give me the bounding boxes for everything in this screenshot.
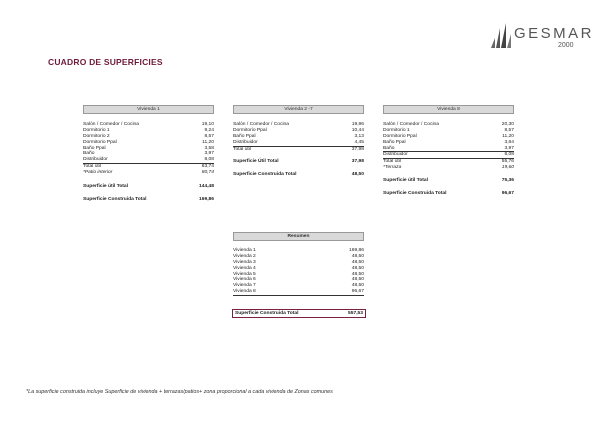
- table-row: Salón / Comedor / Cocina 19,96: [233, 122, 364, 127]
- table-row: Distribuidor 4,45: [233, 139, 364, 145]
- table-row: Dormitorio Ppal 10,44: [233, 127, 364, 133]
- table-vivienda-2-7: [233, 105, 364, 178]
- table-row: Vivienda 3 48,50: [233, 259, 364, 265]
- table-row: Vivienda 6 48,50: [233, 277, 364, 283]
- table-row: Baño 3,97: [383, 145, 514, 151]
- table-row: Dormitorio 1 8,57: [383, 127, 514, 133]
- table-row: Dormitorio Ppal 11,20: [383, 133, 514, 139]
- summary-total-value: 557,53: [348, 311, 363, 316]
- table-row: Vivienda 2 48,50: [233, 253, 364, 259]
- table-row: Salón / Comedor / Cocina 19,10: [83, 122, 214, 127]
- table-header: Vivienda 1: [83, 105, 214, 114]
- terrace-row: *Terraza 19,60: [383, 165, 514, 171]
- total-row: Total útil 55,76: [383, 159, 514, 165]
- table-row: Distribuidor 8,08: [83, 157, 214, 163]
- table-row: Baño Ppal 3,13: [233, 133, 364, 139]
- table-row: Dormitorio 1 9,24: [83, 127, 214, 133]
- table-row: Baño Ppal 3,58: [83, 145, 214, 151]
- logo-name: GESMAR: [514, 25, 595, 42]
- building-logo-icon: [489, 22, 513, 50]
- footnote: *La superficie construida incluye Superficie de vivienda + terrazas/patios+ zona proporcional a cada vivienda de Zonas comunes: [26, 389, 333, 395]
- summary-total-label: Superficie Construida Total: [235, 311, 299, 316]
- company-logo: [489, 22, 595, 52]
- table-vivienda-8: [383, 105, 514, 197]
- page-title: CUADRO DE SUPERFICIES: [48, 57, 163, 67]
- useful-total-row: Superficie útil Total 75,36: [383, 178, 514, 184]
- logo-year: 2000: [558, 42, 574, 49]
- table-row: Dormitorio 2 8,57: [83, 133, 214, 139]
- table-row: Distribuidor 8,08: [383, 152, 514, 158]
- table-row: Vivienda 8 96,67: [233, 289, 364, 295]
- built-total-row: Superficie Construida Total 169,86: [83, 196, 214, 202]
- useful-total-row: Superficie útil Total 144,48: [83, 184, 214, 190]
- patio-row: *Patio interior 80,74: [83, 170, 214, 176]
- table-header: Vivienda 8: [383, 105, 514, 114]
- table-row: Vivienda 1 169,86: [233, 248, 364, 253]
- useful-total-row: Superficie Útil Total 37,98: [233, 159, 364, 165]
- table-resumen: [233, 232, 364, 296]
- table-vivienda-1: [83, 105, 214, 203]
- table-header: Vivienda 2 -7: [233, 105, 364, 114]
- table-header: Resumen: [233, 232, 364, 241]
- total-row: Total útil 37,98: [233, 146, 364, 152]
- built-total-row: Superficie Construida Total 48,50: [233, 172, 364, 178]
- table-row: Vivienda 5 48,50: [233, 271, 364, 277]
- table-row: Salón / Comedor / Cocina 20,30: [383, 122, 514, 127]
- built-total-row: Superficie Construida Total 96,67: [383, 191, 514, 197]
- table-row: Baño Ppal 3,64: [383, 139, 514, 145]
- table-row: Dormitorio Ppal 11,20: [83, 139, 214, 145]
- summary-total-box: [232, 309, 366, 318]
- table-row: Baño 3,97: [83, 151, 214, 157]
- table-row: Vivienda 4 48,50: [233, 265, 364, 271]
- total-row: Total útil 63,74: [83, 164, 214, 170]
- table-row: Vivienda 7 48,50: [233, 283, 364, 289]
